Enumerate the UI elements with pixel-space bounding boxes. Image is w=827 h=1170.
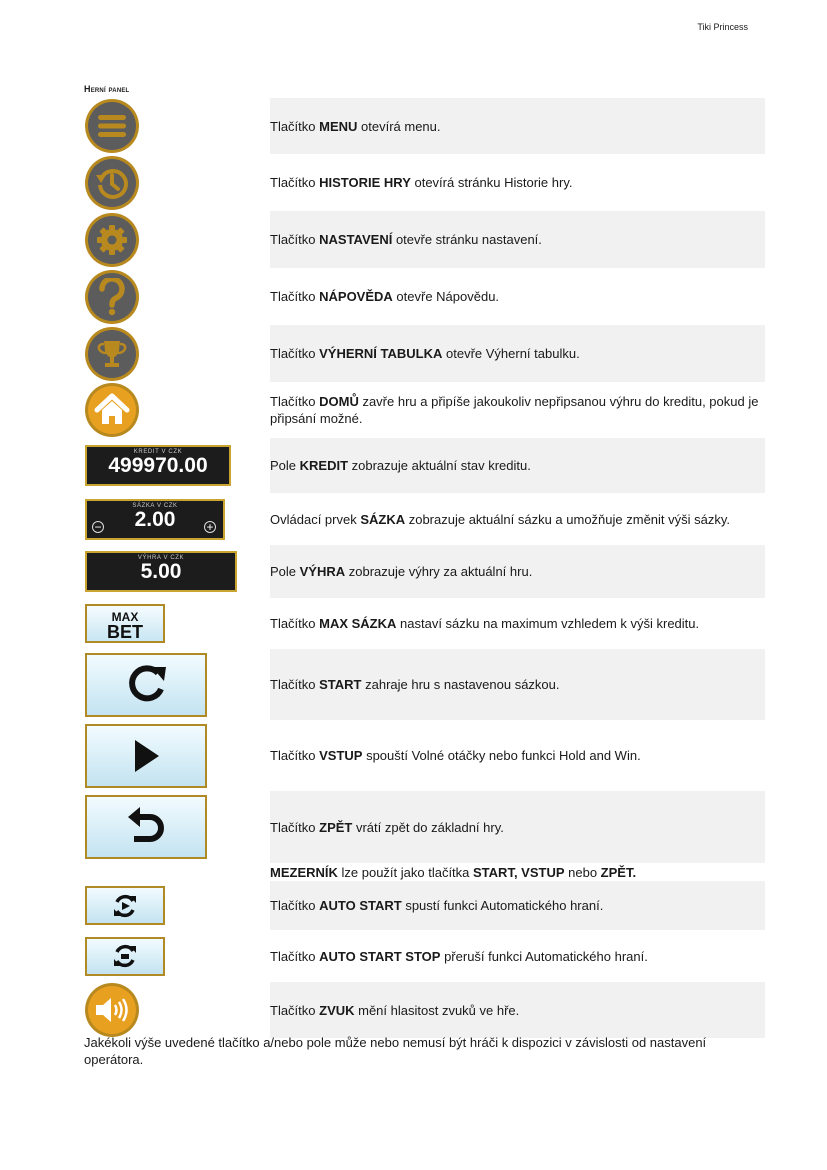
home-button[interactable] xyxy=(85,383,139,437)
credit-field xyxy=(85,445,231,486)
row-autostop xyxy=(84,930,765,982)
bet-control-label: SÁZKA V CZK xyxy=(132,502,178,509)
game-panel-table xyxy=(84,98,765,1038)
help-button[interactable] xyxy=(85,270,139,324)
sound-description: Tlačítko ZVUK mění hlasitost zvuků ve hře. xyxy=(270,982,765,1038)
bet-control xyxy=(85,499,225,540)
row-help xyxy=(84,268,765,325)
sound-button[interactable] xyxy=(85,983,139,1037)
win-field-label: VÝHRA V CZK xyxy=(137,555,185,561)
win-field xyxy=(85,551,237,592)
back-button[interactable] xyxy=(85,795,207,859)
max-bet-line2: BET xyxy=(107,622,143,642)
bet-increase-button[interactable] xyxy=(204,521,216,533)
undo-icon xyxy=(124,807,168,847)
settings-description: Tlačítko NASTAVENÍ otevře stránku nastavení. xyxy=(270,211,765,268)
bet-description: Ovládací prvek SÁZKA zobrazuje aktuální sázku a umožňuje změnit výši sázky. xyxy=(270,511,731,527)
question-icon xyxy=(97,278,127,316)
win-field-value: 5.00 xyxy=(140,560,182,583)
enter-description: Tlačítko VSTUP spouští Volné otáčky nebo funkci Hold and Win. xyxy=(270,748,641,763)
max-bet-button[interactable] xyxy=(85,604,165,643)
autostop-description: Tlačítko AUTO START STOP přeruší funkci Automatického hraní. xyxy=(270,948,648,964)
maxbet-description: Tlačítko MAX SÁZKA nastaví sázku na maximum vzhledem k výši kreditu. xyxy=(270,616,700,631)
auto-start-stop-button[interactable] xyxy=(85,937,165,976)
plus-icon: + xyxy=(206,519,214,534)
trophy-icon xyxy=(95,337,129,371)
row-start xyxy=(84,649,765,720)
row-sound xyxy=(84,982,765,1038)
back-description: Tlačítko ZPĚT vrátí zpět do základní hry. xyxy=(270,791,765,863)
history-description: Tlačítko HISTORIE HRY otevírá stránku Historie hry. xyxy=(270,175,573,190)
availability-note: Jakékoli výše uvedené tlačítko a/nebo pole může nebo nemusí být hráči k dispozici v závislosti od nastavení operátora. xyxy=(84,1035,707,1067)
max-bet-line1: MAX xyxy=(111,610,139,624)
win-description: Pole VÝHRA zobrazuje výhry za aktuální hru. xyxy=(270,545,765,598)
home-icon xyxy=(94,393,130,427)
gear-icon xyxy=(95,223,129,257)
bet-decrease-button[interactable] xyxy=(92,521,104,533)
menu-description: Tlačítko MENU otevírá menu. xyxy=(270,98,765,154)
menu-button[interactable] xyxy=(85,99,139,153)
row-maxbet xyxy=(84,598,765,649)
history-button[interactable] xyxy=(85,156,139,210)
row-settings xyxy=(84,211,765,268)
row-bet xyxy=(84,493,765,545)
settings-button[interactable] xyxy=(85,213,139,267)
autoplay-icon xyxy=(112,893,138,919)
refresh-icon xyxy=(124,663,168,707)
minus-icon: − xyxy=(94,519,102,534)
enter-button[interactable] xyxy=(85,724,207,788)
row-history xyxy=(84,154,765,211)
row-enter xyxy=(84,720,765,791)
document-header-title: Tiki Princess xyxy=(697,22,748,32)
history-icon xyxy=(94,165,130,201)
menu-icon xyxy=(97,113,127,139)
paytable-button[interactable] xyxy=(85,327,139,381)
credit-description: Pole KREDIT zobrazuje aktuální stav kreditu. xyxy=(270,438,765,493)
section-title: Herní panel xyxy=(84,84,130,94)
start-description: Tlačítko START zahraje hru s nastavenou sázkou. xyxy=(270,649,765,720)
auto-start-button[interactable] xyxy=(85,886,165,925)
bet-control-value: 2.00 xyxy=(134,507,176,531)
credit-field-label: KREDIT V CZK xyxy=(133,449,183,455)
paytable-description: Tlačítko VÝHERNÍ TABULKA otevře Výherní tabulku. xyxy=(270,325,765,382)
start-button[interactable] xyxy=(85,653,207,717)
home-description: Tlačítko DOMŮ zavře hru a připíše jakoukoliv nepřipsanou výhru do kreditu, pokud je připsání možné. xyxy=(270,394,759,426)
autoplay-stop-icon xyxy=(112,943,138,969)
autostart-description: Tlačítko AUTO START spustí funkci Automatického hraní. xyxy=(270,881,765,930)
row-spacebar-note xyxy=(84,863,765,881)
help-description: Tlačítko NÁPOVĚDA otevře Nápovědu. xyxy=(270,289,500,304)
row-back xyxy=(84,791,765,863)
credit-field-value: 499970.00 xyxy=(108,454,208,477)
play-icon xyxy=(131,738,161,774)
row-credit xyxy=(84,438,765,493)
speaker-icon xyxy=(94,995,130,1025)
row-menu xyxy=(84,98,765,154)
row-home xyxy=(84,382,765,438)
spacebar-note: MEZERNÍK lze použít jako tlačítka START, VSTUP nebo ZPĚT. xyxy=(270,864,637,880)
row-paytable xyxy=(84,325,765,382)
row-win xyxy=(84,545,765,598)
row-autostart xyxy=(84,881,765,930)
